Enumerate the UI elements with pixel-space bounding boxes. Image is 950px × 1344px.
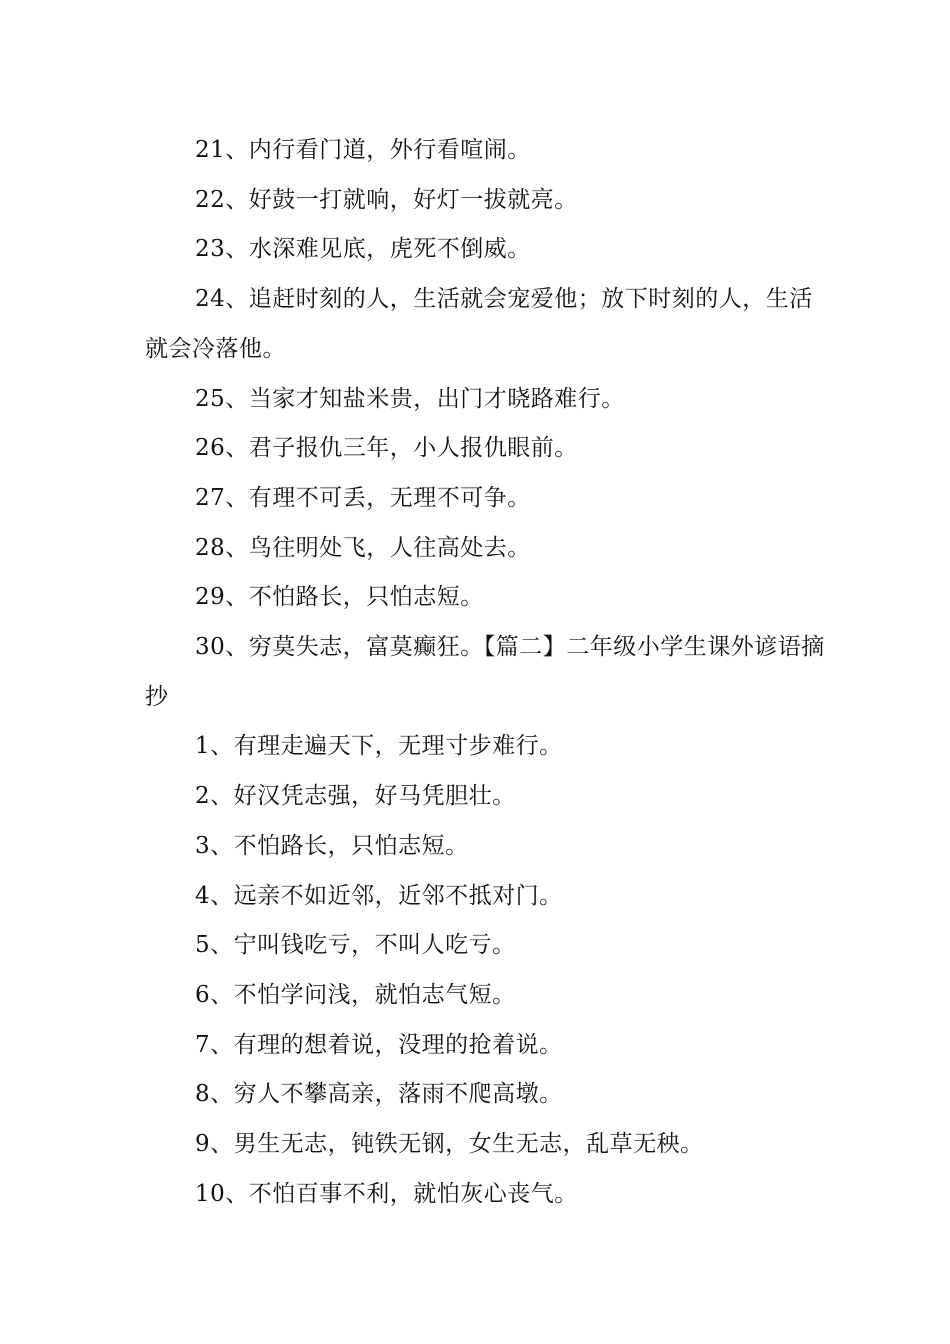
- document-body: [145, 126, 835, 1219]
- proverb-paragraph: 5、宁叫钱吃亏，不叫人吃亏。: [195, 932, 516, 959]
- proverb-paragraph: 21、内行看门道，外行看喧闹。: [195, 137, 531, 163]
- proverb-paragraph: 25、当家才知盐米贵，出门才晓路难行。: [195, 385, 625, 412]
- proverb-paragraph: 6、不怕学问浅，就怕志气短。: [195, 981, 516, 1008]
- proverb-paragraph: 9、男生无志，钝铁无钢，女生无志，乱草无秧。: [195, 1131, 704, 1158]
- proverb-paragraph: 3、不怕路长，只怕志短。: [195, 832, 469, 859]
- proverb-paragraph: 28、鸟往明处飞，人往高处去。: [195, 534, 531, 561]
- proverb-paragraph: 7、有理的想着说，没理的抢着说。: [195, 1031, 563, 1058]
- proverb-paragraph: 24、追赶时刻的人，生活就会宠爱他；放下时刻的人，生活就会冷落他。: [145, 286, 813, 362]
- proverb-paragraph: 1、有理走遍天下，无理寸步难行。: [195, 733, 563, 760]
- proverb-paragraph: 22、好鼓一打就响，好灯一拔就亮。: [195, 186, 578, 213]
- proverb-paragraph: 4、远亲不如近邻，近邻不抵对门。: [195, 882, 563, 909]
- section-heading-paragraph: 30、穷莫失志，富莫癫狂。【篇二】二年级小学生课外谚语摘抄: [145, 634, 825, 710]
- proverb-paragraph: 26、君子报仇三年，小人报仇眼前。: [195, 435, 578, 462]
- proverb-paragraph: 23、水深难见底，虎死不倒威。: [195, 236, 531, 263]
- proverb-paragraph: 29、不怕路长，只怕志短。: [195, 584, 484, 611]
- proverb-paragraph: 8、穷人不攀高亲，落雨不爬高墩。: [195, 1081, 563, 1108]
- proverb-paragraph: 2、好汉凭志强，好马凭胆壮。: [195, 783, 516, 810]
- proverb-paragraph: 27、有理不可丢，无理不可争。: [195, 484, 531, 511]
- proverb-paragraph: 10、不怕百事不利，就怕灰心丧气。: [195, 1180, 578, 1207]
